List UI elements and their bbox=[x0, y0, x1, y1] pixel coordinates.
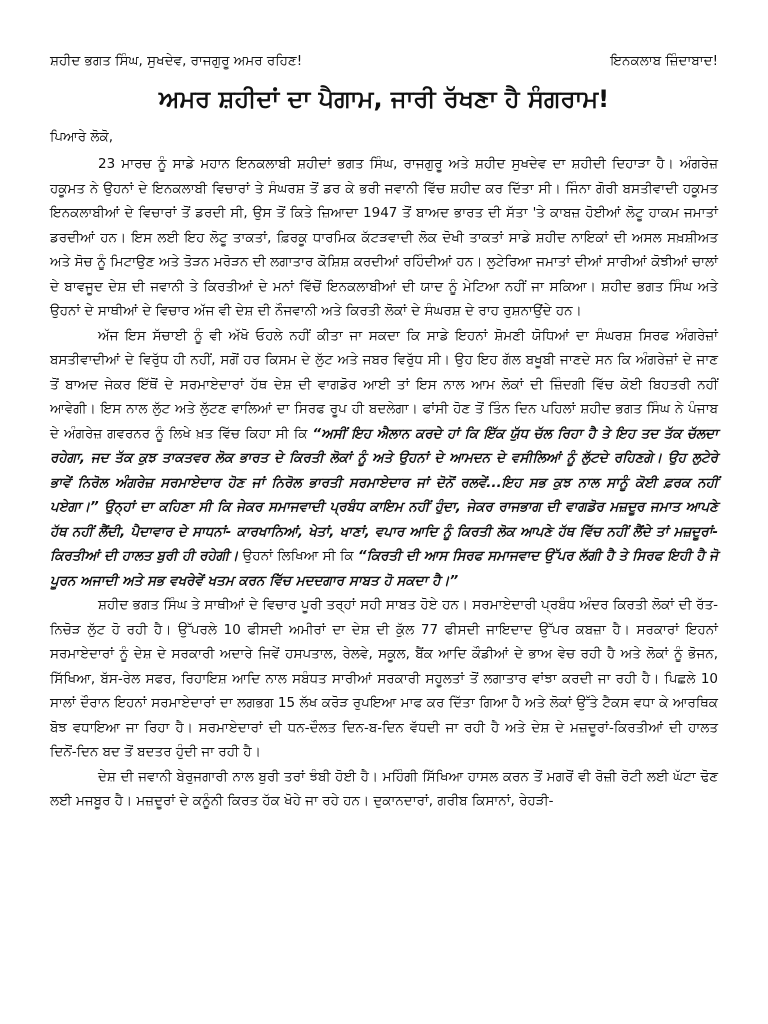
right-slogan: ਇਨਕਲਾਬ ਜ਼ਿੰਦਾਬਾਦ! bbox=[610, 53, 718, 69]
slogan-header bbox=[50, 50, 718, 72]
paragraph-2-bridge: ਉਹਨਾਂ ਲਿਖਿਆ ਸੀ ਕਿ bbox=[242, 548, 354, 564]
paragraph-1: 23 ਮਾਰਚ ਨੂੰ ਸਾਡੇ ਮਹਾਨ ਇਨਕਲਾਬੀ ਸ਼ਹੀਦਾਂ ਭਗਤ ਸਿੰਘ, ਰਾਜਗੁਰੂ ਅਤੇ ਸ਼ਹੀਦ ਸੁਖਦੇਵ ਦਾ ਸ਼ਹੀਦੀ ਦਿਹਾੜਾ ਹੈ। ਅੰਗਰੇਜ਼ ਹਕੂਮਤ ਨੇ ਉਹਨਾਂ ਦੇ ਇਨਕਲਾਬੀ ਵਿਚਾਰਾਂ ਤੇ ਸੰਘਰਸ਼ ਤੋਂ ਡਰ ਕੇ ਭਰੀ ਜਵਾਨੀ ਵਿੱਚ ਸ਼ਹੀਦ ਕਰ ਦਿੱਤਾ ਸੀ। ਜਿੰਨਾ ਗੋਰੀ ਬਸਤੀਵਾਦੀ ਹਕੂਮਤ ਇਨਕਲਾਬੀਆਂ ਦੇ ਵਿਚਾਰਾਂ ਤੋਂ ਡਰਦੀ ਸੀ, ਉਸ ਤੋਂ ਕਿਤੇ ਜ਼ਿਆਦਾ 1947 ਤੋਂ ਬਾਅਦ ਭਾਰਤ ਦੀ ਸੱਤਾ 'ਤੇ ਕਾਬਜ਼ ਹੋਈਆਂ ਲੋਟੂ ਹਾਕਮ ਜਮਾਤਾਂ ਡਰਦੀਆਂ ਹਨ। ਇਸ ਲਈ ਇਹ ਲੋਟੂ ਤਾਕਤਾਂ, ਫ਼ਿਰਕੂ ਧਾਰਮਿਕ ਕੱਟੜਵਾਦੀ ਲੋਕ ਦੋਖੀ ਤਾਕਤਾਂ ਸਾਡੇ ਸ਼ਹੀਦ ਨਾਇਕਾਂ ਦੀ ਅਸਲ ਸਖ਼ਸ਼ੀਅਤ ਅਤੇ ਸੋਚ ਨੂੰ ਮਿਟਾਉਣ ਅਤੇ ਤੋੜਨ ਮਰੋੜਨ ਦੀ ਲਗਾਤਾਰ ਕੋਸ਼ਿਸ਼ ਕਰਦੀਆਂ ਰਹਿੰਦੀਆਂ ਹਨ। ਲੁਟੇਰਿਆ ਜਮਾਤਾਂ ਦੀਆਂ ਸਾਰੀਆਂ ਕੋਝੀਆਂ ਚਾਲਾਂ ਦੇ ਬਾਵਜੂਦ ਦੇਸ਼ ਦੀ ਜਵਾਨੀ ਤੇ ਕਿਰਤੀਆਂ ਦੇ ਮਨਾਂ ਵਿੱਚੋਂ ਇਨਕਲਾਬੀਆਂ ਦੀ ਯਾਦ ਨੂੰ ਮੇਟਿਆ ਨਹੀਂ ਜਾ ਸਕਿਆ। ਸ਼ਹੀਦ ਭਗਤ ਸਿੰਘ ਅਤੇ ਉਹਨਾਂ ਦੇ ਸਾਥੀਆਂ ਦੇ ਵਿਚਾਰ ਅੱਜ ਵੀ ਦੇਸ਼ ਦੀ ਨੌਜਵਾਨੀ ਅਤੇ ਕਿਰਤੀ ਲੋਕਾਂ ਦੇ ਸੰਘਰਸ਼ ਦੇ ਰਾਹ ਰੁਸ਼ਨਾਉਂਦੇ ਹਨ। bbox=[50, 156, 718, 319]
left-slogan: ਸ਼ਹੀਦ ਭਗਤ ਸਿੰਘ, ਸੁਖਦੇਵ, ਰਾਜਗੁਰੂ ਅਮਰ ਰਹਿਣ! bbox=[50, 53, 303, 69]
salutation: ਪਿਆਰੇ ਲੋਕੋ, bbox=[50, 129, 114, 145]
paragraph-2 bbox=[50, 324, 718, 594]
governor-letter-quote: “ਅਸੀਂ ਇਹ ਐਲਾਨ ਕਰਦੇ ਹਾਂ ਕਿ ਇੱਕ ਯੁੱਧ ਚੱਲ ਰਿਹਾ ਹੈ ਤੇ ਇਹ ਤਦ ਤੱਕ ਚੱਲਦਾ ਰਹੇਗਾ, ਜਦ ਤੱਕ ਕੁਝ ਤਾਕਤਵਰ ਲੋਕ ਭਾਰਤ ਦੇ ਕਿਰਤੀ ਲੋਕਾਂ ਨੂੰ ਅਤੇ ਉਹਨਾਂ ਦੇ ਆਮਦਨ ਦੇ ਵਸੀਲਿਆਂ ਨੂੰ ਲੁੱਟਦੇ ਰਹਿਣਗੇ। ਉਹ ਲੁਟੇਰੇ ਭਾਵੇਂ ਨਿਰੋਲ ਅੰਗਰੇਜ਼ ਸਰਮਾਏਦਾਰ ਹੋਣ ਜਾਂ ਨਿਰੋਲ ਭਾਰਤੀ ਸਰਮਾਏਦਾਰ ਜਾਂ ਦੋਨੋਂ ਰਲਵੇਂ...ਇਹ ਸਭ ਕੁਝ ਨਾਲ ਸਾਨੂੰ ਕੋਈ ਫ਼ਰਕ ਨਹੀਂ ਪਏਗਾ।” ਉਨ੍ਹਾਂ ਦਾ ਕਹਿਣਾ ਸੀ ਕਿ ਜੇਕਰ ਸਮਾਜਵਾਦੀ ਪ੍ਰਬੰਧ ਕਾਇਮ ਨਹੀਂ ਹੁੰਦਾ, ਜੇਕਰ ਰਾਜਭਾਗ ਦੀ ਵਾਗਡੋਰ ਮਜ਼ਦੂਰ ਜਮਾਤ ਆਪਣੇ ਹੱਥ ਨਹੀਂ ਲੈਂਦੀ, ਪੈਦਾਵਾਰ ਦੇ ਸਾਧਨਾਂ- ਕਾਰਖਾਨਿਆਂ, ਖੇਤਾਂ, ਖਾਣਾਂ, ਵਪਾਰ ਆਦਿ ਨੂੰ ਕਿਰਤੀ ਲੋਕ ਆਪਣੇ ਹੱਥ ਵਿੱਚ ਨਹੀਂ ਲੈਂਦੇ ਤਾਂ ਮਜ਼ਦੂਰਾਂ-ਕਿਰਤੀਆਂ ਦੀ ਹਾਲਤ ਬੁਰੀ ਹੀ ਰਹੇਗੀ। bbox=[50, 425, 718, 564]
socialism-quote: “ਕਿਰਤੀ ਦੀ ਆਸ ਸਿਰਫ ਸਮਾਜਵਾਦ ਉੱਪਰ ਲੱਗੀ ਹੈ ਤੇ ਸਿਰਫ ਇਹੀ ਹੈ ਜੋ ਪੂਰਨ ਅਜਾਦੀ ਅਤੇ ਸਭ ਵਖਰੇਵੇਂ ਖਤਮ ਕਰਨ ਵਿੱਚ ਮਦਦਗਾਰ ਸਾਬਤ ਹੋ ਸਕਦਾ ਹੈ।” bbox=[50, 548, 719, 589]
paragraph-3: ਸ਼ਹੀਦ ਭਗਤ ਸਿੰਘ ਤੇ ਸਾਥੀਆਂ ਦੇ ਵਿਚਾਰ ਪੂਰੀ ਤਰ੍ਹਾਂ ਸਹੀ ਸਾਬਤ ਹੋਏ ਹਨ। ਸਰਮਾਏਦਾਰੀ ਪ੍ਰਬੰਧ ਅੰਦਰ ਕਿਰਤੀ ਲੋਕਾਂ ਦੀ ਰੱਤ-ਨਿਚੋੜ ਲੁੱਟ ਹੋ ਰਹੀ ਹੈ। ਉੱਪਰਲੇ 10 ਫੀਸਦੀ ਅਮੀਰਾਂ ਦਾ ਦੇਸ਼ ਦੀ ਕੁੱਲ 77 ਫੀਸਦੀ ਜਾਇਦਾਦ ਉੱਪਰ ਕਬਜ਼ਾ ਹੈ। ਸਰਕਾਰਾਂ ਇਹਨਾਂ ਸਰਮਾਏਦਾਰਾਂ ਨੂੰ ਦੇਸ਼ ਦੇ ਸਰਕਾਰੀ ਅਦਾਰੇ ਜਿਵੇਂ ਹਸਪਤਾਲ, ਰੇਲਵੇ, ਸਕੂਲ, ਬੈਂਕ ਆਦਿ ਕੌਡੀਆਂ ਦੇ ਭਾਅ ਵੇਚ ਰਹੀ ਹੈ ਅਤੇ ਲੋਕਾਂ ਨੂੰ ਭੋਜਨ, ਸਿੱਖਿਆ, ਬੱਸ-ਰੇਲ ਸਫਰ, ਰਿਹਾਇਸ਼ ਆਦਿ ਨਾਲ ਸਬੰਧਤ ਸਾਰੀਆਂ ਸਰਕਾਰੀ ਸਹੂਲਤਾਂ ਤੋਂ ਲਗਾਤਾਰ ਵਾਂਝਾ ਕਰਦੀ ਜਾ ਰਹੀ ਹੈ। ਪਿਛਲੇ 10 ਸਾਲਾਂ ਦੌਰਾਨ ਇਹਨਾਂ ਸਰਮਾਏਦਾਰਾਂ ਦਾ ਲਗਭਗ 15 ਲੱਖ ਕਰੋੜ ਰੁਪਇਆ ਮਾਫ ਕਰ ਦਿੱਤਾ ਗਿਆ ਹੈ ਅਤੇ ਲੋਕਾਂ ਉੱਤੇ ਟੈਕਸ ਵਧਾ ਕੇ ਆਰਥਿਕ ਬੋਝ ਵਧਾਇਆ ਜਾ ਰਿਹਾ ਹੈ। ਸਰਮਾਏਦਾਰਾਂ ਦੀ ਧਨ-ਦੌਲਤ ਦਿਨ-ਬ-ਦਿਨ ਵੱਧਦੀ ਜਾ ਰਹੀ ਹੈ ਅਤੇ ਦੇਸ਼ ਦੇ ਮਜ਼ਦੂਰਾਂ-ਕਿਰਤੀਆਂ ਦੀ ਹਾਲਤ ਦਿਨੋਂ-ਦਿਨ ਬਦ ਤੋਂ ਬਦਤਰ ਹੁੰਦੀ ਜਾ ਰਹੀ ਹੈ। bbox=[50, 597, 718, 760]
paragraph-2-text: ਅੱਜ ਇਸ ਸੱਚਾਈ ਨੂੰ ਵੀ ਅੱਖੋ ਓਹਲੇ ਨਹੀਂ ਕੀਤਾ ਜਾ ਸਕਦਾ ਕਿ ਸਾਡੇ ਇਹਨਾਂ ਸ਼ੋਮਣੀ ਯੋਧਿਆਂ ਦਾ ਸੰਘਰਸ਼ ਸਿਰਫ ਅੰਗਰੇਜ਼ਾਂ ਬਸਤੀਵਾਦੀਆਂ ਦੇ ਵਿਰੁੱਧ ਹੀ ਨਹੀਂ, ਸਗੋਂ ਹਰ ਕਿਸਮ ਦੇ ਲੁੱਟ ਅਤੇ ਜਬਰ ਵਿਰੁੱਧ ਸੀ। ਉਹ ਇਹ ਗੱਲ ਬਖੂਬੀ ਜਾਣਦੇ ਸਨ ਕਿ ਅੰਗਰੇਜ਼ਾਂ ਦੇ ਜਾਣ ਤੋਂ ਬਾਅਦ ਜੇਕਰ ਇੱਥੋਂ ਦੇ ਸਰਮਾਏਦਾਰਾਂ ਹੱਥ ਦੇਸ਼ ਦੀ ਵਾਗਡੋਰ ਆਈ ਤਾਂ ਇਸ ਨਾਲ ਆਮ ਲੋਕਾਂ ਦੀ ਜ਼ਿੰਦਗੀ ਵਿੱਚ ਕੋਈ ਬਿਹਤਰੀ ਨਹੀਂ ਆਵੇਗੀ। ਇਸ ਨਾਲ ਲੁੱਟ ਅਤੇ ਲੁੱਟਣ ਵਾਲਿਆਂ ਦਾ ਸਿਰਫ ਰੂਪ ਹੀ ਬਦਲੇਗਾ। ਫਾਂਸੀ ਹੋਣ ਤੋਂ ਤਿੰਨ ਦਿਨ ਪਹਿਲਾਂ ਸ਼ਹੀਦ ਭਗਤ ਸਿੰਘ ਨੇ ਪੰਜਾਬ ਦੇ ਅੰਗਰੇਜ਼ ਗਵਰਨਰ ਨੂੰ ਲਿਖੇ ਖ਼ਤ ਵਿੱਚ ਕਿਹਾ ਸੀ ਕਿ bbox=[50, 327, 718, 442]
document-title: ਅਮਰ ਸ਼ਹੀਦਾਂ ਦਾ ਪੈਗਾਮ, ਜਾਰੀ ਰੱਖਣਾ ਹੈ ਸੰਗਰਾਮ! bbox=[158, 85, 610, 113]
paragraph-4: ਦੇਸ਼ ਦੀ ਜਵਾਨੀ ਬੇਰੁਜਗਾਰੀ ਨਾਲ ਬੁਰੀ ਤਰਾਂ ਝੰਬੀ ਹੋਈ ਹੈ। ਮਹਿੰਗੀ ਸਿੱਖਿਆ ਹਾਸਲ ਕਰਨ ਤੋਂ ਮਗਰੋਂ ਵੀ ਰੋਜ਼ੀ ਰੋਟੀ ਲਈ ਘੱਟਾ ਢੋਣ ਲਈ ਮਜਬੂਰ ਹੈ। ਮਜ਼ਦੂਰਾਂ ਦੇ ਕਨੂੰਨੀ ਕਿਰਤ ਹੱਕ ਖੋਹੇ ਜਾ ਰਹੇ ਹਨ। ਦੁਕਾਨਦਾਰਾਂ, ਗਰੀਬ ਕਿਸਾਨਾਂ, ਰੇਹੜੀ- bbox=[50, 768, 718, 809]
